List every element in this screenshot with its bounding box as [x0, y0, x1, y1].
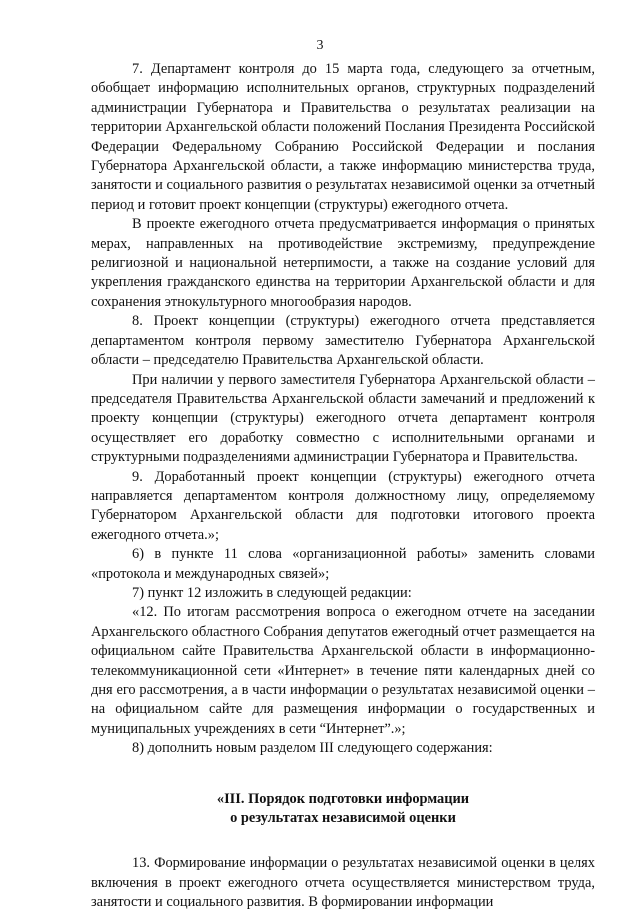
section-heading-line-1: «III. Порядок подготовки информации — [216, 790, 470, 807]
paragraph-item-12: «12. По итогам рассмотрения вопроса о ежегодном отчете на заседании Архангельского областного Собрания депутатов ежегодный отчет размещается на официальном сайте Правительства Архангельской области в информационно-телекоммуникационной сети «Интернет» в течение пяти календарных дней со дня его рассмотрения, а в части информации о результатах независимой оценки – на официальном сайте для размещения информации о государственных и муниципальных учреждениях в сети “Интернет”.»; — [91, 604, 595, 737]
document-body — [91, 60, 595, 913]
paragraph-remarks: При наличии у первого заместителя Губернатора Архангельской области – председателя Правительства Архангельской области замечаний и предложений к проекту концепции (структуры) ежегодного отчета департамент контроля осуществляет его доработку совместно с исполнительными органами и структурными подразделениями администрации Губернатора и Правительства. — [91, 371, 595, 466]
paragraph-item-13: 13. Формирование информации о результатах независимой оценки в целях включения в проект ежегодного отчета осуществляется министерством труда, занятости и социального развития. В формировании информации — [91, 855, 595, 911]
page-number: 3 — [316, 38, 324, 53]
paragraph-amendment-6: 6) в пункте 11 слова «организационной работы» заменить словами «протокола и международных связей»; — [91, 546, 595, 582]
paragraph-item-9: 9. Доработанный проект концепции (структуры) ежегодного отчета направляется департаментом контроля должностному лицу, определяемому Губернатором Архангельской области для подготовки итогового проекта ежегодного отчета.»; — [91, 468, 595, 543]
section-heading-line-2: о результатах независимой оценки — [230, 810, 456, 827]
section-heading — [91, 790, 595, 829]
paragraph-amendment-8: 8) дополнить новым разделом III следующего содержания: — [132, 740, 493, 757]
paragraph-amendment-7: 7) пункт 12 изложить в следующей редакции: — [132, 584, 412, 601]
paragraph-extremism-info: В проекте ежегодного отчета предусматривается информация о принятых мерах, направленных на противодействие экстремизму, предупреждение религиозной и национальной нетерпимости, а также на создание условий для укрепления гражданского единства на территории Архангельской области и для сохранения этнокультурного многообразия народов. — [91, 216, 595, 310]
paragraph-item-8: 8. Проект концепции (структуры) ежегодного отчета представляется департаментом контроля первому заместителю Губернатора Архангельской области – председателю Правительства Архангельской области. — [91, 313, 595, 369]
paragraph-item-7: 7. Департамент контроля до 15 марта года, следующего за отчетным, обобщает информацию исполнительных органов, структурных подразделений администрации Губернатора и Правительства о результатах реализации на территории Архангельской области положений Послания Президента Российской Федерации Федеральному Собранию Российской Федерации и послания Губернатора Архангельской области, а также информацию министерства труда, занятости и социального развития о результатах независимой оценки за отчетный период и готовит проект концепции (структуры) ежегодного отчета. — [91, 61, 595, 213]
